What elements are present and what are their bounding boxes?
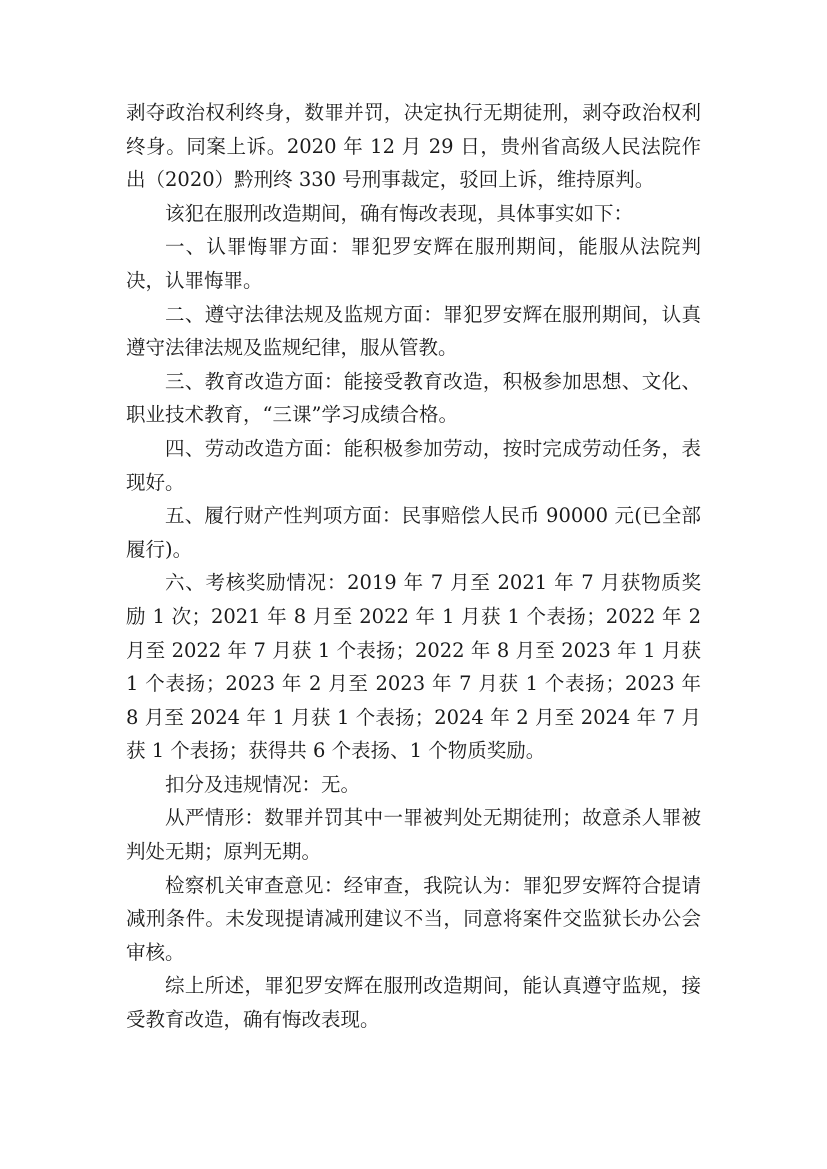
document-body [126, 96, 701, 1037]
paragraph-sentence-continuation: 剥夺政治权利终身，数罪并罚，决定执行无期徒刑，剥夺政治权利终身。同案上诉。2020 年 12 月 29 日，贵州省高级人民法院作出（2020）黔刑终 330 号刑事裁定，驳回上诉，维持原判。 [126, 101, 701, 192]
paragraph-rewards: 六、考核奖励情况：2019 年 7 月至 2021 年 7 月获物质奖励 1 次；2021 年 8 月至 2022 年 1 月获 1 个表扬；2022 年 2 月至 2022 年 7 月获 1 个表扬；2022 年 8 月至 2023 年 1 月获 1 个表扬；2023 年 2 月至 2023 年 7 月获 1 个表扬；2023 年 8 月至 2024 年 1 月获 1 个表扬；2024 年 2 月至 2024 年 7 月获 1 个表扬；获得共 6 个表扬、1 个物质奖励。 [126, 571, 701, 763]
paragraph-property-judgment: 五、履行财产性判项方面：民事赔偿人民币 90000 元(已全部履行)。 [126, 504, 701, 561]
paragraph-admit-guilt: 一、认罪悔罪方面：罪犯罗安辉在服刑期间，能服从法院判决，认罪悔罪。 [126, 235, 701, 292]
paragraph-procuratorate-opinion: 检察机关审查意见：经审查，我院认为：罪犯罗安辉符合提请减刑条件。未发现提请减刑建议不当，同意将案件交监狱长办公会审核。 [126, 873, 701, 964]
paragraph-violations: 扣分及违规情况：无。 [165, 772, 361, 796]
paragraph-obey-rules: 二、遵守法律法规及监规方面：罪犯罗安辉在服刑期间，认真遵守法律法规及监规纪律，服从管教。 [126, 302, 701, 360]
paragraph-aggravating-circumstances: 从严情形：数罪并罚其中一罪被判处无期徒刑；故意杀人罪被判处无期；原判无期。 [126, 806, 701, 864]
paragraph-labor: 四、劳动改造方面：能积极参加劳动，按时完成劳动任务，表现好。 [126, 436, 701, 494]
paragraph-conclusion: 综上所述，罪犯罗安辉在服刑改造期间，能认真遵守监规，接受教育改造，确有悔改表现。 [126, 974, 701, 1032]
paragraph-repentance-intro: 该犯在服刑改造期间，确有悔改表现，具体事实如下： [165, 201, 634, 225]
paragraph-education: 三、教育改造方面：能接受教育改造，积极参加思想、文化、职业技术教育，“三课”学习成绩合格。 [126, 369, 701, 427]
